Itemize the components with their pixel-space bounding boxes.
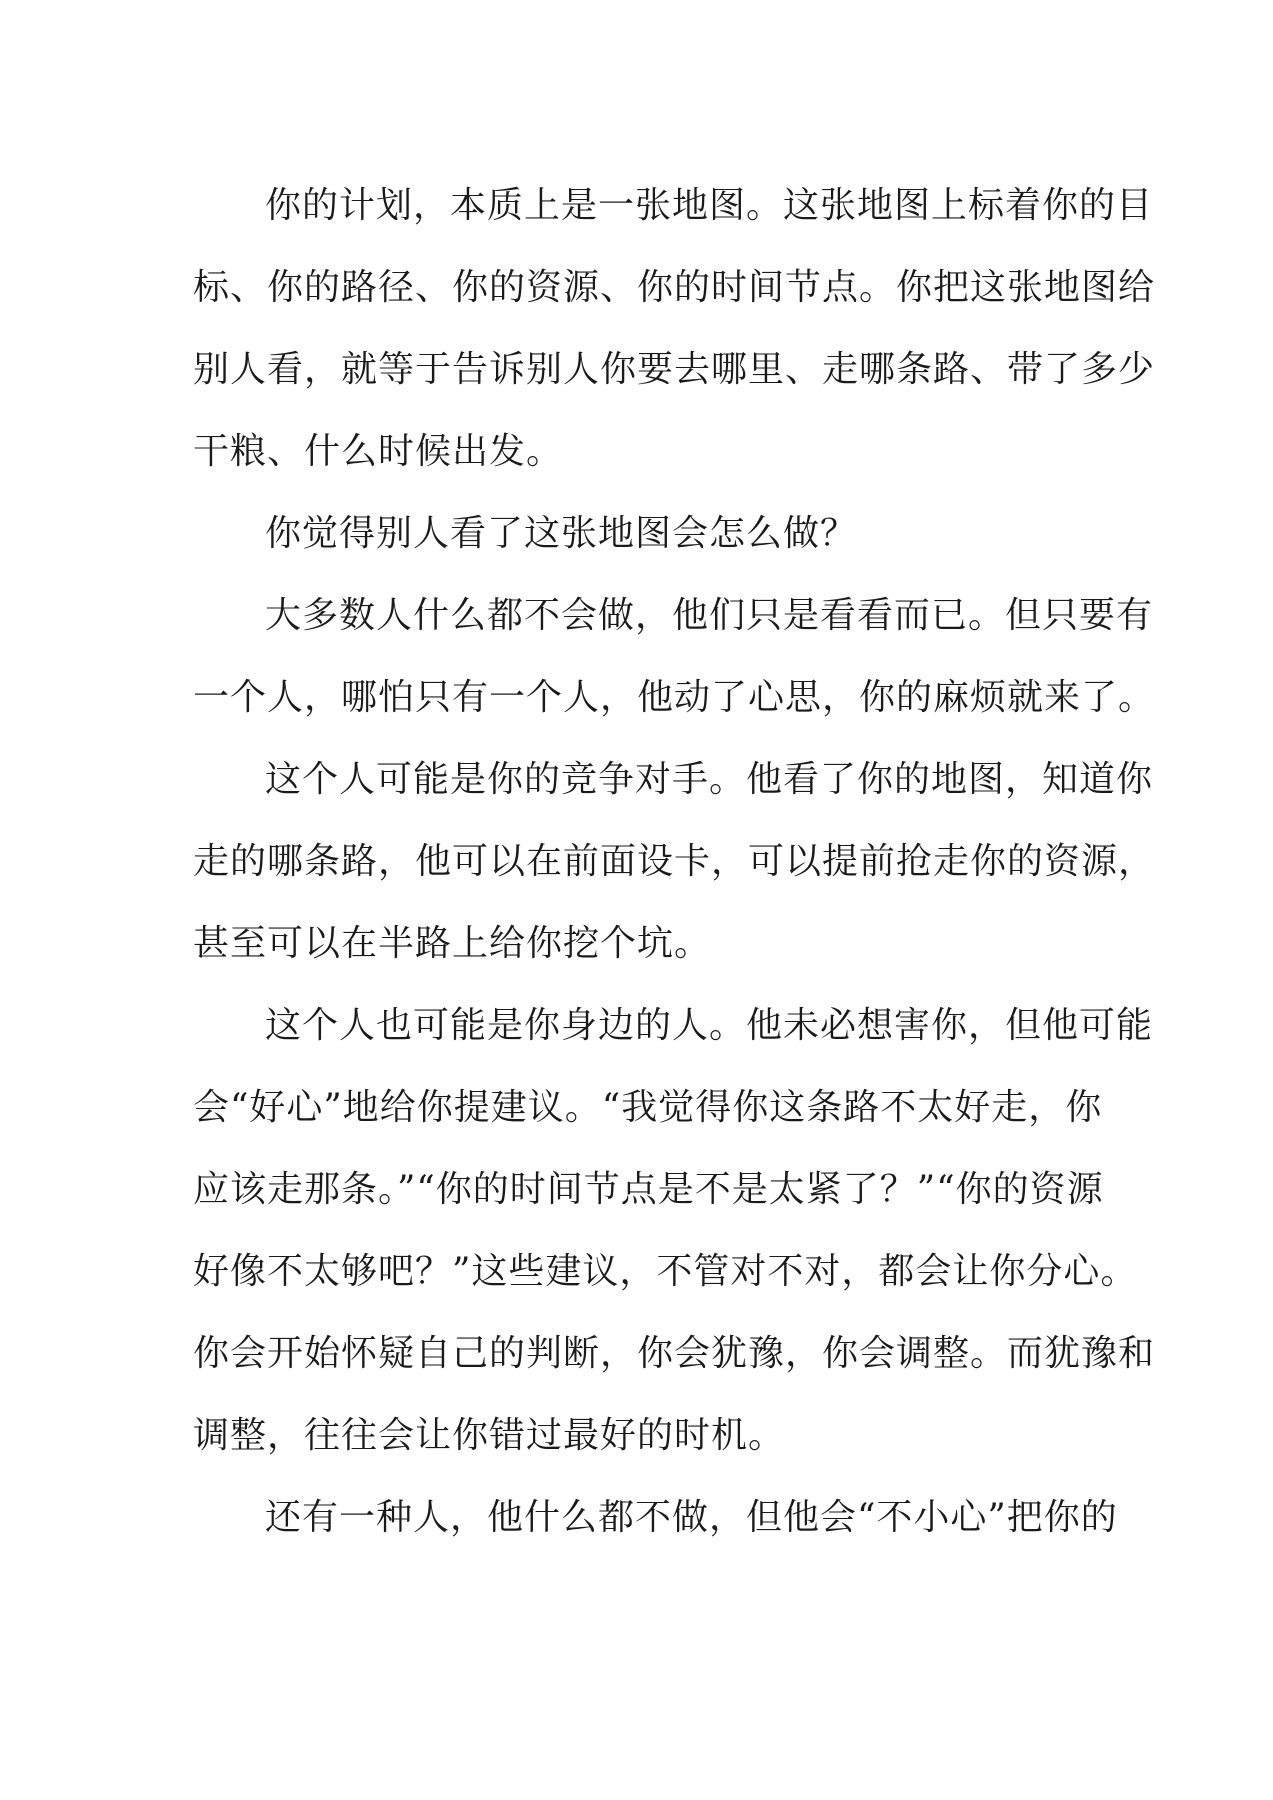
text-line: 还有一种人，他什么都不做，但他会“不小心”把你的 [265,1497,1118,1538]
text-line: 走的哪条路，他可以在前面设卡，可以提前抢走你的资源， [193,841,1156,882]
text-line: 干粮、什么时候出发。 [193,431,564,472]
text-line: 你会开始怀疑自己的判断，你会犹豫，你会调整。而犹豫和 [193,1333,1156,1374]
paragraph-3 [193,575,1156,739]
text-line: 应该走那条。”“你的时间节点是不是太紧了？”“你的资源 [193,1169,1104,1210]
text-line: 甚至可以在半路上给你挖个坑。 [193,923,712,964]
document-body [193,165,1156,1559]
text-line: 你的计划，本质上是一张地图。这张地图上标着你的目 [265,185,1154,226]
text-line: 标、你的路径、你的资源、你的时间节点。你把这张地图给 [193,267,1156,308]
paragraph-6 [193,1477,1118,1559]
text-line: 会“好心”地给你提建议。“我觉得你这条路不太好走，你 [193,1087,1103,1128]
paragraph-1 [193,165,1156,493]
text-line: 别人看，就等于告诉别人你要去哪里、走哪条路、带了多少 [193,349,1156,390]
paragraph-5 [193,985,1156,1477]
text-line: 调整，往往会让你错过最好的时机。 [193,1415,786,1456]
text-line: 这个人也可能是你身边的人。他未必想害你，但他可能 [265,1005,1154,1046]
text-line: 这个人可能是你的竞争对手。他看了你的地图，知道你 [265,759,1154,800]
text-line: 你觉得别人看了这张地图会怎么做？ [265,513,858,554]
paragraph-4 [193,739,1156,985]
paragraph-2 [193,493,1083,575]
text-line: 好像不太够吧？”这些建议，不管对不对，都会让你分心。 [193,1251,1138,1292]
text-line: 一个人，哪怕只有一个人，他动了心思，你的麻烦就来了。 [193,677,1156,718]
text-line: 大多数人什么都不会做，他们只是看看而已。但只要有 [265,595,1154,636]
